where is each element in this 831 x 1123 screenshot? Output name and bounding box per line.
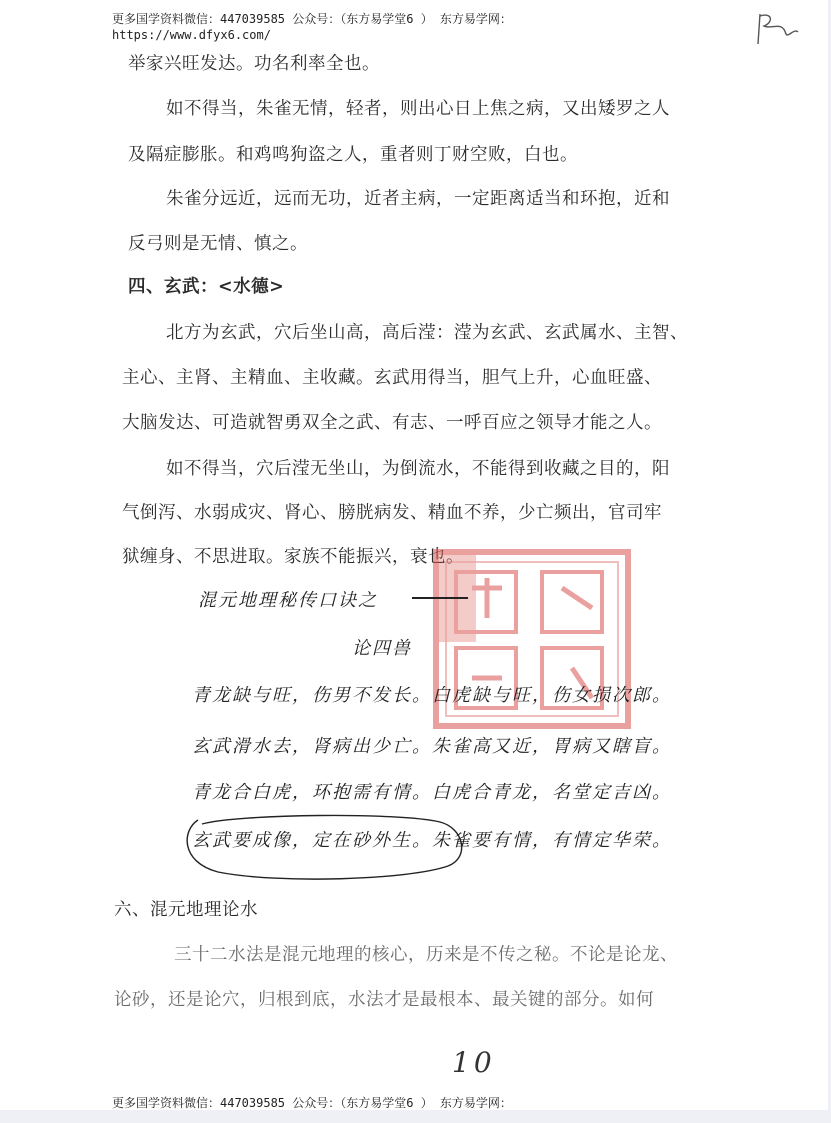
body-line-8: 大脑发达、可造就智勇双全之武、有志、一呼百应之领导才能之人。 (122, 413, 662, 433)
body-line-3: 及隔症膨胀。和鸡鸣狗盗之人，重者则丁财空败，白也。 (128, 145, 578, 165)
title-dash-line (412, 597, 468, 599)
footer-line-1: 更多国学资料微信：447039585 公众号：（东方易学堂6 ） 东方易学网： (112, 1096, 512, 1110)
handwritten-verse-2: 玄武滑水去，肾病出少亡。朱雀高又近，胃病又瞎盲。 (192, 736, 672, 757)
section-heading-xuanwu: 四、玄武：<水德> (128, 277, 285, 297)
body-line-2: 如不得当，朱雀无情，轻者，则出心日上焦之病，又出矮罗之人 (166, 99, 670, 119)
handwritten-title: 混元地理秘传口诀之 (198, 590, 378, 611)
body-line-5: 反弓则是无情、慎之。 (128, 234, 308, 254)
section6-line-1: 三十二水法是混元地理的核心，历来是不传之秘。不论是论龙、 (174, 945, 678, 965)
header-url: https://www.dfyx6.com/ (112, 28, 271, 42)
margin-handwritten-mark-icon (752, 8, 802, 48)
handwritten-verse-1: 青龙缺与旺，伤男不发长。白虎缺与旺，伤女损次郎。 (192, 685, 672, 706)
handwritten-subtitle: 论四兽 (352, 638, 412, 659)
pen-circle-annotation-icon (178, 810, 468, 882)
header-line-1: 更多国学资料微信：447039585 公众号：（东方易学堂6 ） 东方易学网： (112, 12, 512, 26)
body-line-7: 主心、主肾、主精血、主收藏。玄武用得当，胆气上升，心血旺盛、 (122, 368, 662, 388)
page-number: 10 (452, 1046, 496, 1079)
handwritten-verse-4: 玄武要成像，定在砂外生。朱雀要有情，有情定华荣。 (192, 830, 672, 851)
body-line-10: 气倒泻、水弱成灾、肾心、膀胱病发、精血不养，少亡频出，官司牢 (122, 503, 662, 523)
body-line-1: 举家兴旺发达。功名利率全也。 (128, 54, 380, 74)
body-line-9: 如不得当，穴后滢无坐山，为倒流水，不能得到收藏之目的，阳 (166, 459, 670, 479)
body-line-6: 北方为玄武，穴后坐山高，高后滢：滢为玄武、玄武属水、主智、 (166, 323, 688, 343)
handwritten-verse-3: 青龙合白虎，环抱需有情。白虎合青龙，名堂定吉凶。 (192, 782, 672, 803)
body-line-4: 朱雀分远近，远而无功，近者主病，一定距离适当和环抱，近和 (166, 189, 670, 209)
body-line-11: 狱缠身、不思进取。家族不能振兴，衰也。 (122, 547, 464, 567)
section6-line-2: 论砂，还是论穴，归根到底，水法才是最根本、最关键的部分。如何 (114, 990, 654, 1010)
section-heading-6: 六、混元地理论水 (114, 900, 258, 920)
